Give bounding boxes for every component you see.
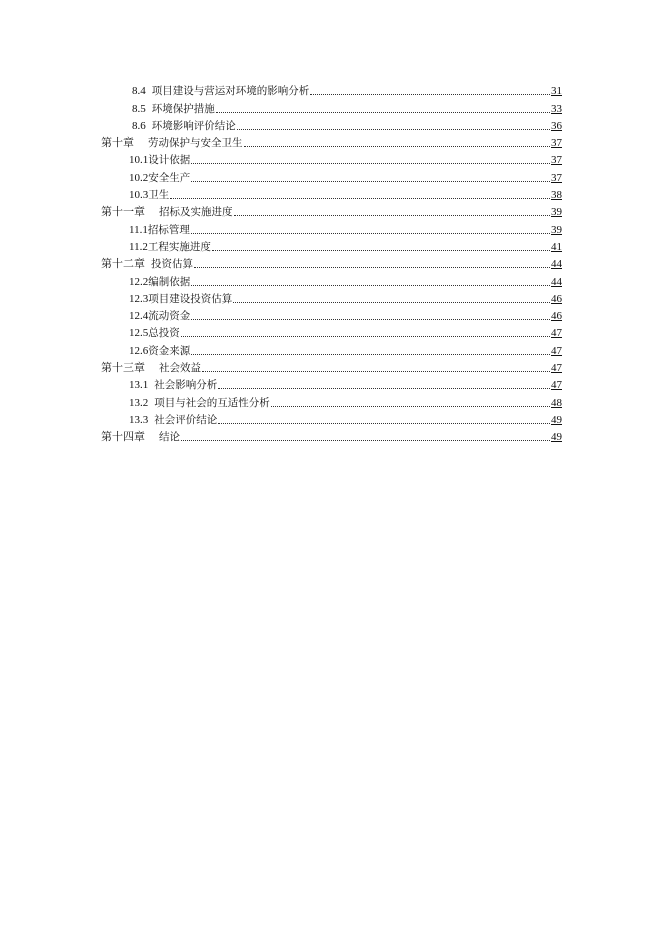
toc-leader [191, 163, 550, 164]
toc-entry-12-6[interactable] [101, 339, 562, 356]
toc-page-number: 37 [551, 154, 562, 167]
toc-number: 13.1 [129, 379, 149, 392]
toc-page-number: 46 [551, 292, 562, 305]
toc-title: 招标及实施进度 [159, 206, 233, 219]
toc-leader [202, 371, 550, 372]
toc-leader [233, 302, 550, 303]
toc-title: 招标管理 [147, 223, 190, 236]
toc-title: 流动资金 [148, 310, 191, 323]
toc-title: 编制依据 [148, 275, 191, 288]
toc-page-number: 46 [551, 310, 562, 323]
toc-title: 投资估算 [151, 258, 193, 271]
toc-leader [244, 146, 551, 147]
toc-leader [191, 181, 550, 182]
toc-page-number: 39 [551, 223, 562, 236]
toc-page-number: 47 [551, 379, 562, 392]
toc-page-number: 33 [551, 102, 562, 115]
toc-entry-11-2[interactable] [101, 236, 562, 253]
toc-title: 劳动保护与安全卫生 [148, 137, 243, 150]
toc-title: 环境影响评价结论 [151, 119, 236, 132]
toc-page-number: 44 [551, 275, 562, 288]
toc-leader [212, 250, 550, 251]
toc-entry-chapter-11[interactable] [101, 201, 562, 218]
toc-page-number: 37 [551, 137, 562, 150]
toc-number: 13.3 [129, 413, 149, 426]
toc-number: 12.2 [129, 275, 149, 288]
toc-entry-chapter-14[interactable] [101, 426, 562, 443]
toc-title: 安全生产 [148, 171, 191, 184]
toc-entry-10-1[interactable] [101, 149, 562, 166]
toc-leader [181, 336, 550, 337]
toc-entry-8-6[interactable] [101, 115, 562, 132]
toc-number: 8.5 [132, 102, 146, 115]
toc-entry-8-4[interactable] [101, 80, 562, 97]
toc-page-number: 41 [551, 240, 562, 253]
toc-number: 12.5 [129, 327, 149, 340]
toc-entry-12-2[interactable] [101, 270, 562, 287]
toc-chapter-number: 第十二章 [101, 258, 145, 271]
toc-leader [218, 388, 550, 389]
toc-entry-8-5[interactable] [101, 97, 562, 114]
toc-chapter-number: 第十四章 [101, 431, 145, 444]
toc-leader [191, 285, 550, 286]
toc-leader [234, 215, 551, 216]
toc-page-number: 47 [551, 327, 562, 340]
toc-entry-11-1[interactable] [101, 218, 562, 235]
toc-entry-chapter-12[interactable] [101, 253, 562, 270]
toc-leader [237, 129, 550, 130]
toc-leader [271, 406, 550, 407]
toc-number: 8.6 [132, 119, 146, 132]
toc-title: 社会评价结论 [154, 413, 218, 426]
toc-number: 12.3 [129, 292, 149, 305]
toc-entry-13-3[interactable] [101, 409, 562, 426]
toc-page-number: 38 [551, 189, 562, 202]
toc-leader [310, 94, 550, 95]
toc-entry-12-5[interactable] [101, 322, 562, 339]
toc-leader [194, 267, 550, 268]
toc-title: 环境保护措施 [151, 102, 215, 115]
toc-entry-12-4[interactable] [101, 305, 562, 322]
toc-number: 10.2 [129, 171, 149, 184]
toc-title: 项目建设投资估算 [148, 292, 233, 305]
toc-entry-10-3[interactable] [101, 184, 562, 201]
toc-page-number: 47 [551, 362, 562, 375]
toc-number: 12.6 [129, 344, 149, 357]
toc-entry-chapter-10[interactable] [101, 132, 562, 149]
toc-page-number: 31 [551, 85, 562, 98]
toc-leader [191, 233, 550, 234]
toc-page-number: 37 [551, 171, 562, 184]
toc-number: 11.2 [129, 240, 148, 253]
toc-leader [181, 440, 550, 441]
toc-title: 卫生 [148, 189, 170, 202]
toc-page-number: 44 [551, 258, 562, 271]
toc-leader [191, 319, 550, 320]
toc-page-number: 48 [551, 396, 562, 409]
toc-entry-10-2[interactable] [101, 166, 562, 183]
toc-title: 社会效益 [159, 362, 201, 375]
toc-page-number: 49 [551, 413, 562, 426]
toc-page-number: 39 [551, 206, 562, 219]
toc-title: 总投资 [148, 327, 180, 340]
toc-title: 工程实施进度 [147, 240, 211, 253]
toc-title: 结论 [159, 431, 180, 444]
toc-number: 8.4 [132, 85, 146, 98]
toc-page-number: 49 [551, 431, 562, 444]
toc-chapter-number: 第十三章 [101, 362, 145, 375]
toc-entry-13-1[interactable] [101, 374, 562, 391]
toc-title: 设计依据 [148, 154, 191, 167]
toc-number: 10.1 [129, 154, 149, 167]
table-of-contents [101, 80, 562, 443]
toc-number: 10.3 [129, 189, 149, 202]
toc-leader [216, 112, 550, 113]
toc-page-number: 47 [551, 344, 562, 357]
toc-leader [170, 198, 550, 199]
toc-number: 12.4 [129, 310, 149, 323]
toc-chapter-number: 第十一章 [101, 206, 145, 219]
toc-chapter-number: 第十章 [101, 137, 134, 150]
toc-page-number: 36 [551, 119, 562, 132]
toc-entry-12-3[interactable] [101, 288, 562, 305]
toc-number: 11.1 [129, 223, 148, 236]
toc-leader [191, 354, 550, 355]
toc-title: 项目建设与营运对环境的影响分析 [151, 85, 310, 98]
toc-title: 社会影响分析 [154, 379, 218, 392]
toc-leader [218, 423, 550, 424]
toc-entry-13-2[interactable] [101, 391, 562, 408]
toc-entry-chapter-13[interactable] [101, 357, 562, 374]
toc-title: 项目与社会的互适性分析 [154, 396, 270, 409]
toc-number: 13.2 [129, 396, 149, 409]
toc-title: 资金来源 [148, 344, 191, 357]
